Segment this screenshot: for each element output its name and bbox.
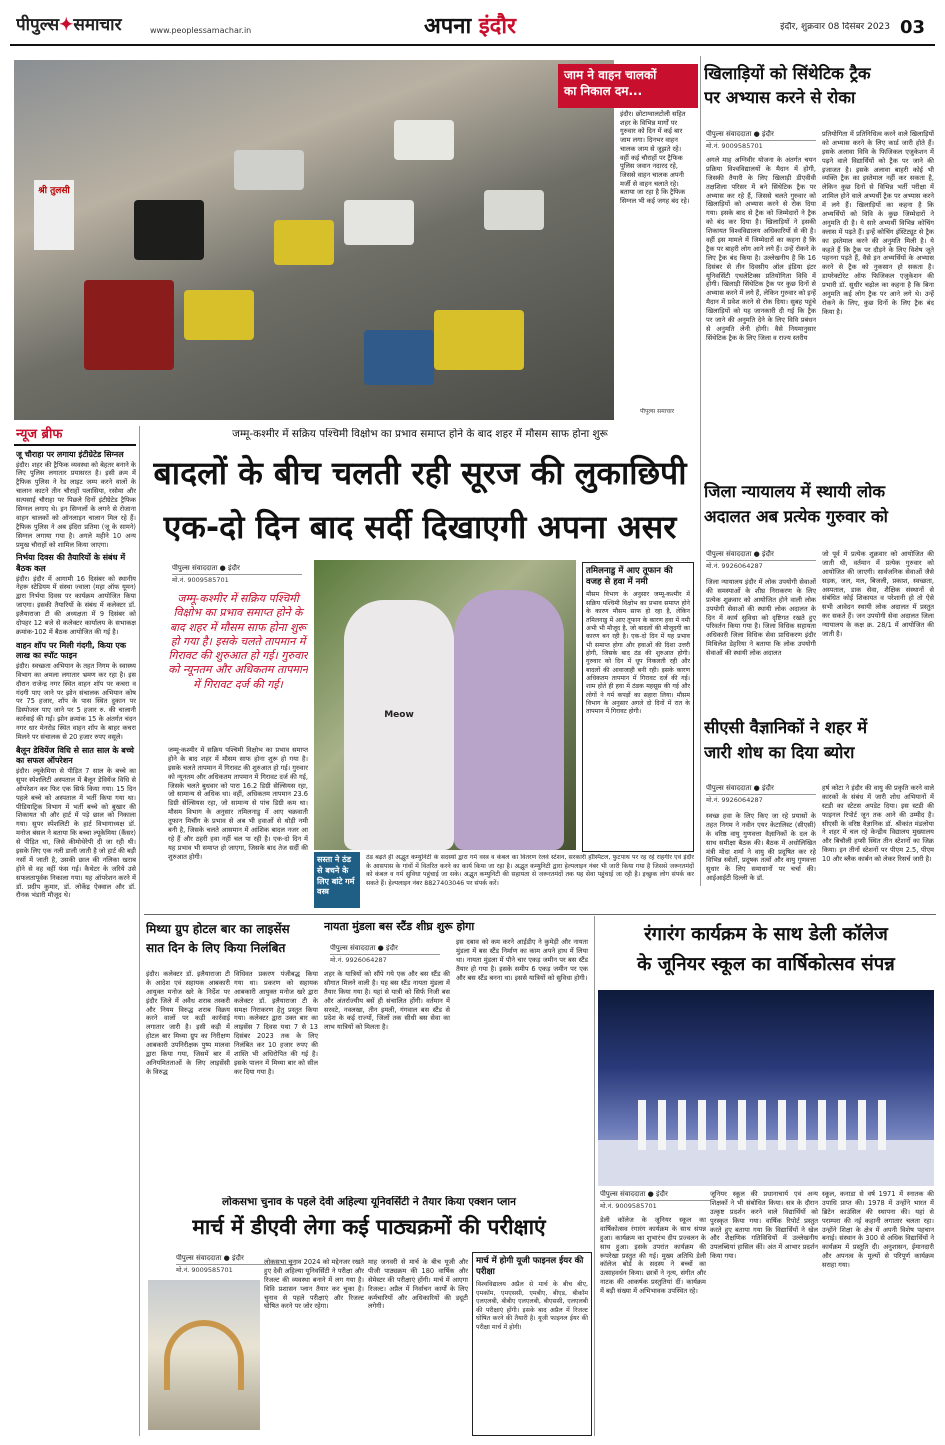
cpcb-mobile: मो.नं. 9926064287 [706, 796, 763, 804]
track-column-1: अगले माह अग्निवीर योजना के अंतर्गत चयन प्रक्रिया विश्वविद्यालयों के मैदान में होगी, जिसकी तैयारी के लिए खिलाड़ी डीएवीवी तक्षशिला परिसर में बने सिंथेटिक ट्रैक पर अभ्यास कर रहे हैं, जिससे चलते गुरुवार को खिलाड़ियों को अभ्यास करने से रोक दिया गया। इसके बाद से ट्रैक को जिम्मेदारों ने ट्रैक को बंद कर दिया है। खिलाड़ियों ने इसकी शिकायत विश्वविद्यालय अधिकारियों से की है। वहीं इस मामले में जिम्मेदारों का कहना है कि ट्रैक पर बाहरी लोग आने लगे हैं। उन्हें रोकने के लिए ट्रैक बंद किया है। उल्लेखनीय है कि 16 दिसंबर से तीन दिवसीय ऑल इंडिया इंटर यूनिवर्सिटी एथलेटिक्स प्रतियोगिता विवि में होगी। खिलाड़ी सिंथेटिक ट्रैक पर कुछ दिनों से अभ्यास करने में लगे हैं, लेकिन गुरुवार को इन्हें मैदान में प्रवेश करने से रोक दिया। सुबह पहुंचे खिलाड़ियों को यह जानकारी दी गई कि ट्रैक पर जाने की अनुमति देने के लिए विवि प्रबंधन से अनुमति लेनी होगी। वैसे नियमानुसार सिंथेटिक ट्रैक के लिए जिला व राज्य स्तरीय [706, 156, 816, 342]
news-brief-tag: न्यूज ब्रीफ [16, 427, 63, 442]
bus-byline: पीपुल्स संवाददाता ● इंदौर [330, 944, 440, 955]
cpcb-byline: पीपुल्स संवाददाता ● इंदौर [706, 784, 816, 795]
shop-sign: श्री तुलसी [34, 180, 74, 250]
brief-item [16, 746, 136, 900]
weather-body: जम्मू-कश्मीर में सक्रिय पश्चिमी विक्षोभ का प्रभाव समाप्त होने के बाद शहर में मौसम साफ होना शुरू हो गया है। इसके चलते तापमान में गिरावट की शुरुआत हो गई। गुरुवार को न्यूनतम और अधिकतम तापमान में गिरावट दर्ज की गई, जिसके चलते बुधवार को पारा 16.2 डिग्री सेल्सियस रहा, जो सामान्य से अधिक था। वहीं, अधिकतम तापमान 23.6 डिग्री सेल्सियस रहा, जो सामान्य से पांच डिग्री कम था। मौसम विभाग के अनुसार तमिलनाडु में आए चक्रवाती तूफान मिचौंग के प्रभाव से अब भी हवाओं से थोड़ी नमी बनी है, जिसके चलते आसमान में आंशिक बादल नजर आ रहे हैं और ठहरी हवा नहीं चल पा रही है। एक-दो दिन में यह प्रभाव भी समाप्त हो जाएगा, जिसके बाद तेज सर्दी की शुरुआत होगी। [168, 746, 308, 861]
hotel-headline: मिथ्या ग्रुप होटल बार का लाइसेंस सात दिन के लिए किया निलंबित [146, 922, 290, 955]
court-byline: पीपुल्स संवाददाता ● इंदौर [706, 550, 816, 561]
traffic-jam-photo [14, 60, 614, 420]
dateline: इंदौर, शुक्रवार 08 दिसंबर 2023 [780, 22, 890, 32]
photo-caption: इंदौर। छोटाग्वालटोली सहित शहर के विभिन्न मार्गों पर गुरुवार को दिन में कई बार जाम लगा। दिनभर वाहन चालक जाम से जूझते रहे। वहीं कई चौराहों पर ट्रैफिक पुलिस जवान नदारद रहे, जिससे वाहन चालक अपनी मर्जी से वाहन चलाते रहे। बताया जा रहा है कि ट्रैफिक सिग्नल भी कई जगह बंद रहे। [620, 110, 690, 206]
college-column-3: स्कूल, कनाडा से वर्ष 1971 में स्नातक की उपाधि प्राप्त की। 1978 में उन्होंने भारत में ब्रिटेन काउंसिल की स्थापना की। यहां से पराम्परा की नई कहानी लगातार चलता रहा। उन्होंने शिक्षा के क्षेत्र में अपनी विशेष पहचान बनाई। संस्थान के 300 से अधिक विद्यार्थियों ने कार्यक्रम में प्रस्तुति दी। अनुशासन, ईमानदारी और अपनत्व के मूल्यों से परिपूर्ण कार्यक्रम सराहा गया। [822, 1190, 934, 1270]
davv-kicker: लोकसभा चुनाव के पहले देवी अहिल्या यूनिवर्सिटी ने तैयार किया एक्शन प्लान [222, 1196, 516, 1208]
hotel-column-1: इंदौर। कलेक्टर डॉ. इलैयाराजा टी के आदेश एवं सहायक आबकारी आयुक्त मनोज खरे के निर्देश पर इंदौर जिले में अवैध शराब तस्करी और नियम विरुद्ध शराब विक्रय करने वालों पर कड़ी कार्रवाई लगातार जारी है। इसी कड़ी में होटल बार मिथ्या ग्रुप का निरीक्षण आबकारी उपनिरीक्षक पुष्प मालवा द्वारा किया गया, जिसमें बार में अनियमितताओं के लिए लाइसेंसी के विरुद्ध [146, 970, 230, 1076]
exam-box-body: विश्वविद्यालय अप्रैल से मार्च के बीच बीए, एमकॉम, एमएससी, एमबीए, बीएड, बीकॉम एलएलबी, बीबीए एलएलबी, बीएससी, एलएलबी की परीक्षाएं होंगी। इसके बाद अप्रैल में रिजल्ट घोषित करने की तैयारी है। यूजी फाइनल ईयर की परीक्षा मार्च में होगी। [476, 1281, 588, 1331]
newspaper-logo: पीपुल्स✦समाचार [16, 15, 122, 35]
photo-tag: जाम ने वाहन चालकों का निकाल दम... [558, 64, 698, 108]
davv-headline: मार्च में डीएवी लेगा कई पाठ्यक्रमों की परीक्षाएं [192, 1215, 546, 1239]
court-column-1: जिला न्यायालय इंदौर में लोक उपयोगी सेवाओं की समस्याओं के शीघ्र निराकरण के लिए प्रत्येक शुक्रवार को आयोजित होने वाली लोक उपयोगी सेवाओं की स्थायी लोक अदालत के दिन में कार्य सुविधा को दृष्टिगत रखते हुए परिवर्तन किया गया है। जिला विधिक सहायता अधिकारी जिला विधिक सेवा प्राधिकरण इंदौर मिथिलेश डेहरिया ने बताया कि लोक उपयोगी सेवाओं की स्थायी लोक अदालत [706, 578, 816, 658]
girl-right [454, 590, 564, 850]
college-divider [594, 916, 595, 1436]
brief-rule [14, 444, 136, 446]
weather-headline: बादलों के बीच चलती रही सूरज की लुकाछिपी एक-दो दिन बाद सर्दी दिखाएगी अपना असर [153, 454, 687, 547]
website-url: www.peoplessamachar.in [150, 26, 252, 35]
bus-column-2: इस दबाव को कम करने आईडीए ने कुमेड़ी और नायता मुंडला में बस स्टैंड निर्माण का काम अपने हाथ में लिया था। नायता मुंडला में पौने चार एकड़ जमीन पर बस स्टैंड तैयार हो गया है। इसके समीप 6 एकड़ जमीन पर एक और बस स्टैंड बनना था। इससे यात्रियों को सुविधा होगी। [456, 938, 588, 982]
weather-mobile: मो.नं. 9009585701 [172, 576, 229, 584]
girls-photo [314, 560, 576, 850]
track-byline: पीपुल्स संवाददाता ● इंदौर [706, 130, 816, 141]
right-col-divider [700, 56, 701, 886]
blanket-drive-text: ठंड बढ़ते ही अद्भुत कम्युनिटी के सदस्यों द्वारा गर्म वस्त्र व कंबल का वितरण रेलवे स्टेशन, सरकारी हॉस्पिटल, फुटपाथ पर रह रहे राहगीर एवं इंदौर के आसपास के गांवों में वितरित करने का कार्य किया जा रहा है। अद्भुत कम्युनिटी द्वारा हेल्पलाइन नंबर भी जारी किया गया है जिससे जरूरतमंदों को कंबल व गर्म सुविधा पहुंचाई जा सके। अद्भुत कम्युनिटी की सहायता से जरूरतमंदों तक यह सेवा पहुंचाई जा रही है। इच्छुक लोग संपर्क कर सकते हैं। हेल्पलाइन नंबर 8827403046 पर संपर्क करें। [366, 854, 694, 887]
section-title: अपना इंदौर [423, 14, 517, 39]
sidebar-body: मौसम विभाग के अनुसार जम्मू-कश्मीर में सक्रिय पश्चिमी विक्षोभ का प्रभाव समाप्त होने के कारण मौसम साफ हो रहा है, लेकिन तमिलनाडु में आए तूफान के कारण हवा में नमी अभी भी मौजूद है, जो बादलों की मौजूदगी का कारण बन रही है। एक-दो दिन में यह प्रभाव भी समाप्त होगा और हवाओं की दिशा उत्तरी होगी, जिसके बाद ठंड की शुरुआत होगी। गुरुवार को दिन में धूप निकलती रही और बादलों की आवाजाही बनी रही। इसके कारण अधिकतम तापमान में गिरावट दर्ज की गई। शाम होते ही हवा में ठंडक महसूस की गई और लोगों ने गर्म कपड़ों का सहारा लिया। मौसम विभाग के अनुसार अगले दो दिनों में रात के तापमान में गिरावट होगी। [586, 591, 690, 716]
brief-item [16, 450, 136, 549]
cpcb-headline: सीएसी वैज्ञानिकों ने शहर में जारी शोध का दिया ब्योरा [704, 718, 868, 762]
brief-body: इंदौर। इंदौर में आगामी 16 दिसंबर को स्थानीय नेहरू स्टेडियम में संस्था ज्वाला (महा ऑफ यूमन) द्वारा निर्भया दिवस पर कार्यक्रम आयोजित किया जाएगा। इसकी तैयारियों के संबंध में कलेक्टर डॉ. इलैयाराजा टी की अध्यक्षता में 9 दिसंबर को दोपहर 12 बजे से कलेक्टर कार्यालय के सभाकक्ष क्रमांक-102 में बैठक आयोजित की गई है। [16, 574, 136, 636]
university-gate-photo [148, 1280, 260, 1430]
girl-left [344, 600, 454, 850]
weather-sidebar [582, 562, 694, 852]
stage-photo [598, 990, 934, 1186]
cpcb-column-1: स्वच्छ हवा के लिए किए जा रहे प्रयासों के तहत निगम ने नवीन एयर केटालिस्ट (सीएसी) के वरिष्ठ वायु गुणवत्ता वैज्ञानिकों के दल के साथ समीक्षा बैठक की। बैठक में अधोलिखित मंत्री मोदा शर्मा ने वायु की प्रदूषित कर रहे विभिन्न स्त्रोतों, प्रदूषक तत्वों और वायु गुणवत्ता सुधार के लिए समाधानों पर चर्चा की। आईआईटी दिल्ली के डॉ. [706, 812, 816, 883]
brief-title: निर्भया दिवस की तैयारियों के संबंध में बैठक कल [16, 553, 126, 573]
masthead-rule [10, 44, 935, 46]
page-number: 03 [900, 17, 926, 38]
weather-pull-quote: जम्मू-कश्मीर में सक्रिय पश्चिमी विक्षोभ का प्रभाव समाप्त होने के बाद शहर में मौसम साफ होना शुरू हो गया है। इसके चलते तापमान में गिरावट की शुरुआत हो गई। गुरुवार को न्यूनतम और अधिकतम तापमान में गिरावट दर्ज की गई। [168, 592, 308, 691]
davv-byline: पीपुल्स संवाददाता ● इंदौर [176, 1254, 296, 1265]
gate-arch [164, 1320, 244, 1390]
bus-mobile: मो.नं. 9926064287 [330, 956, 387, 964]
brief-title: बैलून डेवियेंज विधि से सात साल के बच्चे का सफल ऑपरेशन [16, 745, 134, 766]
davv-mobile: मो.नं. 9009585701 [176, 1266, 233, 1274]
davv-column-2: माह जनवरी से मार्च के बीच यूजी और पीजी पाठ्यक्रम की 180 वार्षिक और सेमेस्टर की परीक्षाएं होंगी। मार्च में आएगा रिजल्ट। अप्रैल में निर्वाचन कार्यों के लिए कर्मचारियों और अधिकारियों की ड्यूटी लगेगी। [368, 1258, 468, 1311]
bus-column-1: शहर के यात्रियों को सौंपे गये एक और बस स्टैंड की सौगात मिलने वाली है। यह बस स्टैंड नायता मुंडला में तैयार किया गया है। यहां से यात्री को सिर्फ निजी बस और अंतर्राज्यीय बसें ही संचालित होंगी। वर्तमान में सरवटे, नवलखा, तीन इमली, गंगवाल बस स्टैंड से प्रदेश के कई राज्यों, जिलों तक सीधी बस सेवा का लाभ यात्रियों को मिलता है। [324, 970, 450, 1032]
court-mobile: मो.नं. 9926064287 [706, 562, 763, 570]
davv-exam-box [472, 1252, 592, 1436]
masthead [0, 0, 945, 46]
track-column-2: प्रतियोगिता में प्रतिनिधित्व करने वाले खिलाड़ियों को अभ्यास करने के लिए कार्ड जारी होते हैं। इसके अलावा विवि के फिजिकल एजुकेशन में पढ़ने वाले विद्यार्थियों को ट्रैक पर जाने की इजाजत है। इसके अलावा बाहरी कोई भी व्यक्ति ट्रैक का इस्तेमाल नहीं कर सकता है, लेकिन कुछ दिनों से विभिन्न भर्ती परीक्षा में शामिल होने वाले अभ्यर्थी ट्रैक पर अभ्यास करने में लगे हैं। खिलाड़ियों का कहना है कि अभ्यर्थियों को विवि के कुछ जिम्मेदारों ने अनुमति दी है। ये सारे अभ्यर्थी विभिन्न कोचिंग क्लास में पढ़ते हैं। इन्हें कोचिंग इंस्टिट्यूट से ट्रैक का इस्तेमाल करने की अनुमति मिली है। ये कहते हैं कि ट्रैक पर दौड़ने के लिए विशेष जूते पहनना पड़ते हैं, वैसे इन अभ्यर्थियों के अभ्यास करने से ट्रैक को नुकसान हो सकता है। डायरेक्टोरेट ऑफ फिजिकल एजुकेशन की प्रभारी डॉ. सुधीर चढ़ोल का कहना है कि बिना अनुमति कई लोग ट्रैक पर आने लगे थे। उन्हें रोकने के लिए, कुछ दिनों के लिए ट्रैक बंद किया है। [822, 130, 934, 316]
brief-body: इंदौर। शहर की ट्रैफिक व्यवस्था को बेहतर बनाने के लिए पुलिस लगातार प्रयासरत है। इसी क्रम में ट्रैफिक पुलिस ने रेड लाइट जम्प करने वालों के चालान काटने तीन चौराहों पलासिया, रसोमा और सत्यसाई चौराहा पर पिछले दिनों इंटीग्रेटेड ट्रैफिक सिग्नल लगाए थे। इन सिग्नलों के लगने से रोजाना वाहन चालकों को ऑनलाइन चालान मिल रहे हैं। ट्रैफिक पुलिस ने अब इंदिरा प्रतिमा (जू के सामने) सिग्नल लगाया गया है। अगले महीने 10 अन्य प्रमुख चौराहों को शामिल किया जाएगा। [16, 460, 136, 549]
blanket-drive-label: सस्ता ने ठंड से बचने के लिए बांटे गर्म वस्त्र [314, 852, 360, 908]
court-column-2: जो पूर्व में प्रत्येक शुक्रवार को आयोजित की जाती थी, वर्तमान में प्रत्येक गुरुवार को आयोजित की जाएगी। सार्वजनिक सेवाओं जैसे सड़क, जल, मल, बिजली, प्रकाश, स्वच्छता, अस्पताल, डाक सेवा, शैक्षिक संस्थानों से संबंधित कोई शिकायत व परेशानी हो तो ऐसे सभी आवेदन स्थायी लोक अदालत में प्रस्तुत कर सकते हैं। जन उपयोगी सेवा अदालत जिला न्यायालय के कक्ष क्र. 28/1 में आयोजित की जाती है। [822, 550, 934, 639]
track-headline: खिलाड़ियों को सिंथेटिक ट्रैक पर अभ्यास करने से रोका [704, 64, 871, 107]
davv-column-1: लोकसभा चुनाव 2024 को मद्देनजर रखते हुए देवी अहिल्या यूनिवर्सिटी ने परीक्षा और रिजल्ट की व्यवस्था बनाने में लग गया है। विवि प्रशासन प्लान तैयार कर चुका है। चुनाव से पहले परीक्षाएं और रिजल्ट घोषित करने पर जोर रहेगा। [264, 1258, 364, 1311]
mid-rule [144, 914, 936, 915]
cpcb-column-2: हर्ष कोटा ने इंदौर की वायु की प्रकृति करने वाले कारकों के संबंध में जारी शोध अभियानों में स्टडी का स्टेटस अपडेट दिया। इस स्टडी की फाइनल रिपोर्ट जून तक आने की उम्मीद है। सीएसी के वरिष्ठ वैज्ञानिक डॉ. श्रीकांत मंडलोया ने शहर में चल रहे केन्द्रीय विद्यालय मुख्यालय और बिचौली हप्सी स्थित तीन स्टेशनों का जिक्र किया। इन तीनों स्टेशनों पर पीएम 2.5, पीएम 10 और ब्लैक कार्बन को लेकर रिसर्च जारी है। [822, 784, 934, 864]
weather-byline: पीपुल्स संवाददाता ● इंदौर [172, 564, 302, 575]
brief-title: वाहन शॉप पर मिली गंदगी, किया एक लाख का स्पॉट फाइन [16, 640, 127, 661]
bus-headline: नायता मुंडला बस स्टैंड शीघ्र शुरू होगा [324, 920, 475, 933]
brief-title: जू चौराहा पर लगाया इंटीग्रेटेड सिग्नल [16, 450, 124, 459]
sidebar-title: तमिलनाडु में आए तूफान की वजह से हवा में नमी [586, 566, 673, 588]
college-mobile: मो.नं. 9009585701 [600, 1202, 657, 1210]
court-headline: जिला न्यायालय में स्थायी लोक अदालत अब प्रत्येक गुरुवार को [704, 482, 888, 526]
performers [638, 1100, 898, 1150]
hotel-column-2: विधिवत प्रकरण पंजीबद्ध किया गया था। प्रकरण को सहायक आबकारी आयुक्त मनोज खरे द्वारा कलेक्टर डॉ. इलैयाराजा टी के समक्ष निराकरण हेतु प्रस्तुत किया गया। कलेक्टर द्वारा उक्त बार का लाइसेंस 7 दिवस यथा 7 से 13 दिसंबर 2023 तक के लिए निलंबित कर 10 हजार रुपए की शास्ति भी अधिरोपित की गई है। इसके पालन में मिथ्या बार को सील कर दिया गया है। [234, 970, 318, 1076]
brief-divider [139, 426, 140, 1436]
exam-box-title: मार्च में होगी यूजी फाइनल ईयर की परीक्षा [476, 1256, 584, 1278]
brief-body: इंदौर। स्वच्छता अभियान के तहत निगम के स्वास्थ्य विभाग का अमला लगातार भ्रमण कर रहा है। इस दौरान राजेन्द्र नगर स्थित वाहन शॉप पर कचरा व गंदगी पाए जाने पर झोन संचालक अभियान कोष पर 75 हजार, शॉप के पास स्थित दुकान पर डिस्पोजल पाए जाने पर 5 हजार रु. की चालानी कार्रवाई की गई। झोन क्रमांक 15 के अंतर्गत चंदन नगर धार मेनरोड स्थित वाहन शॉप के बाहर कचरा मिलने पर संचालक से 20 हजार रुपए वसूले। [16, 661, 136, 741]
college-column-1: डेली कॉलेज के जूनियर स्कूल का वार्षिकोत्सव रंगारंग कार्यक्रम के साथ संपन्न हुआ। कार्यक्रम का शुभारंभ दीप प्रज्वलन के साथ हुआ। इसके उपरांत कार्यक्रम की रूपरेखा प्रस्तुत की गई। मुख्य अतिथि डेली कॉलेज बोर्ड के सदस्य ने बच्चों का उत्साहवर्धन किया। छात्रों ने नृत्य, संगीत और नाटक की आकर्षक प्रस्तुतियां दीं। कार्यक्रम में बड़ी संख्या में अभिभावक उपस्थित रहे। [600, 1216, 706, 1296]
sweatshirt-print: Meow [384, 710, 414, 720]
brief-body: इंदौर। ल्यूकेमिया से पीड़ित 7 साल के बच्चे का सुपर स्पेशलिटी अस्पताल में बैलून डेवियेंज विधि से ऑपरेशन कर फिर एक सिर्फ किया गया। 15 दिन पहले बच्चे को अस्पताल में भर्ती किया गया था। पीडियाट्रिक विभाग में भर्ती बच्चे को बुखार की शिकायत थी और हार्ट में पड़े छाल को निकाला गया। सुपर स्पेशलिटी के हार्ट विभागाध्यक्ष डॉ. मनोज बंसल ने बताया कि बच्चा ल्यूकेमिया (कैंसर) से पीड़ित था, जिसे कीमोथेरेपी दी जा रही थी। इसके लिए एक नली डाली जाती है जो हार्ट की बड़ी नसों में जाती है, उसकी छाल की नलिका खराब होने से वह वहीं फंस गई। कैथेटर के जरिये उसे सफलतापूर्वक निकाला गया। यह ऑपरेशन करने में डॉ. प्रदीप कुमार, डॉ. लोकेंद्र ऐक्वाल और डॉ. रौनक भंडारी मौजूद थे। [16, 766, 136, 900]
college-column-2: जूनियर स्कूल की प्रधानाचार्य एवं अन्य शिक्षकों ने भी संबोधित किया। सत्र के दौरान उत्कृष्ट प्रदर्शन करने वाले विद्यार्थियों को पुरस्कृत किया गया। वार्षिक रिपोर्ट प्रस्तुत करते हुए बताया गया कि विद्यार्थियों ने खेल और शैक्षणिक गतिविधियों में उल्लेखनीय उपलब्धियां हासिल कीं। अंत में आभार प्रदर्शन किया गया। [710, 1190, 818, 1261]
brief-item [16, 641, 136, 742]
photo-credit: पीपुल्स समाचार [640, 408, 675, 415]
college-headline: रंगारंग कार्यक्रम के साथ डेली कॉलेज के जूनियर स्कूल का वार्षिकोत्सव संपन्न [637, 924, 895, 975]
brief-item [16, 553, 136, 636]
track-mobile: मो.नं. 9009585701 [706, 142, 763, 150]
weather-kicker: जम्मू-कश्मीर में सक्रिय पश्चिमी विक्षोभ का प्रभाव समाप्त होने के बाद शहर में मौसम साफ होना शुरू [232, 428, 608, 440]
college-byline: पीपुल्स संवाददाता ● इंदौर [600, 1190, 710, 1201]
news-brief-column [16, 450, 136, 1435]
